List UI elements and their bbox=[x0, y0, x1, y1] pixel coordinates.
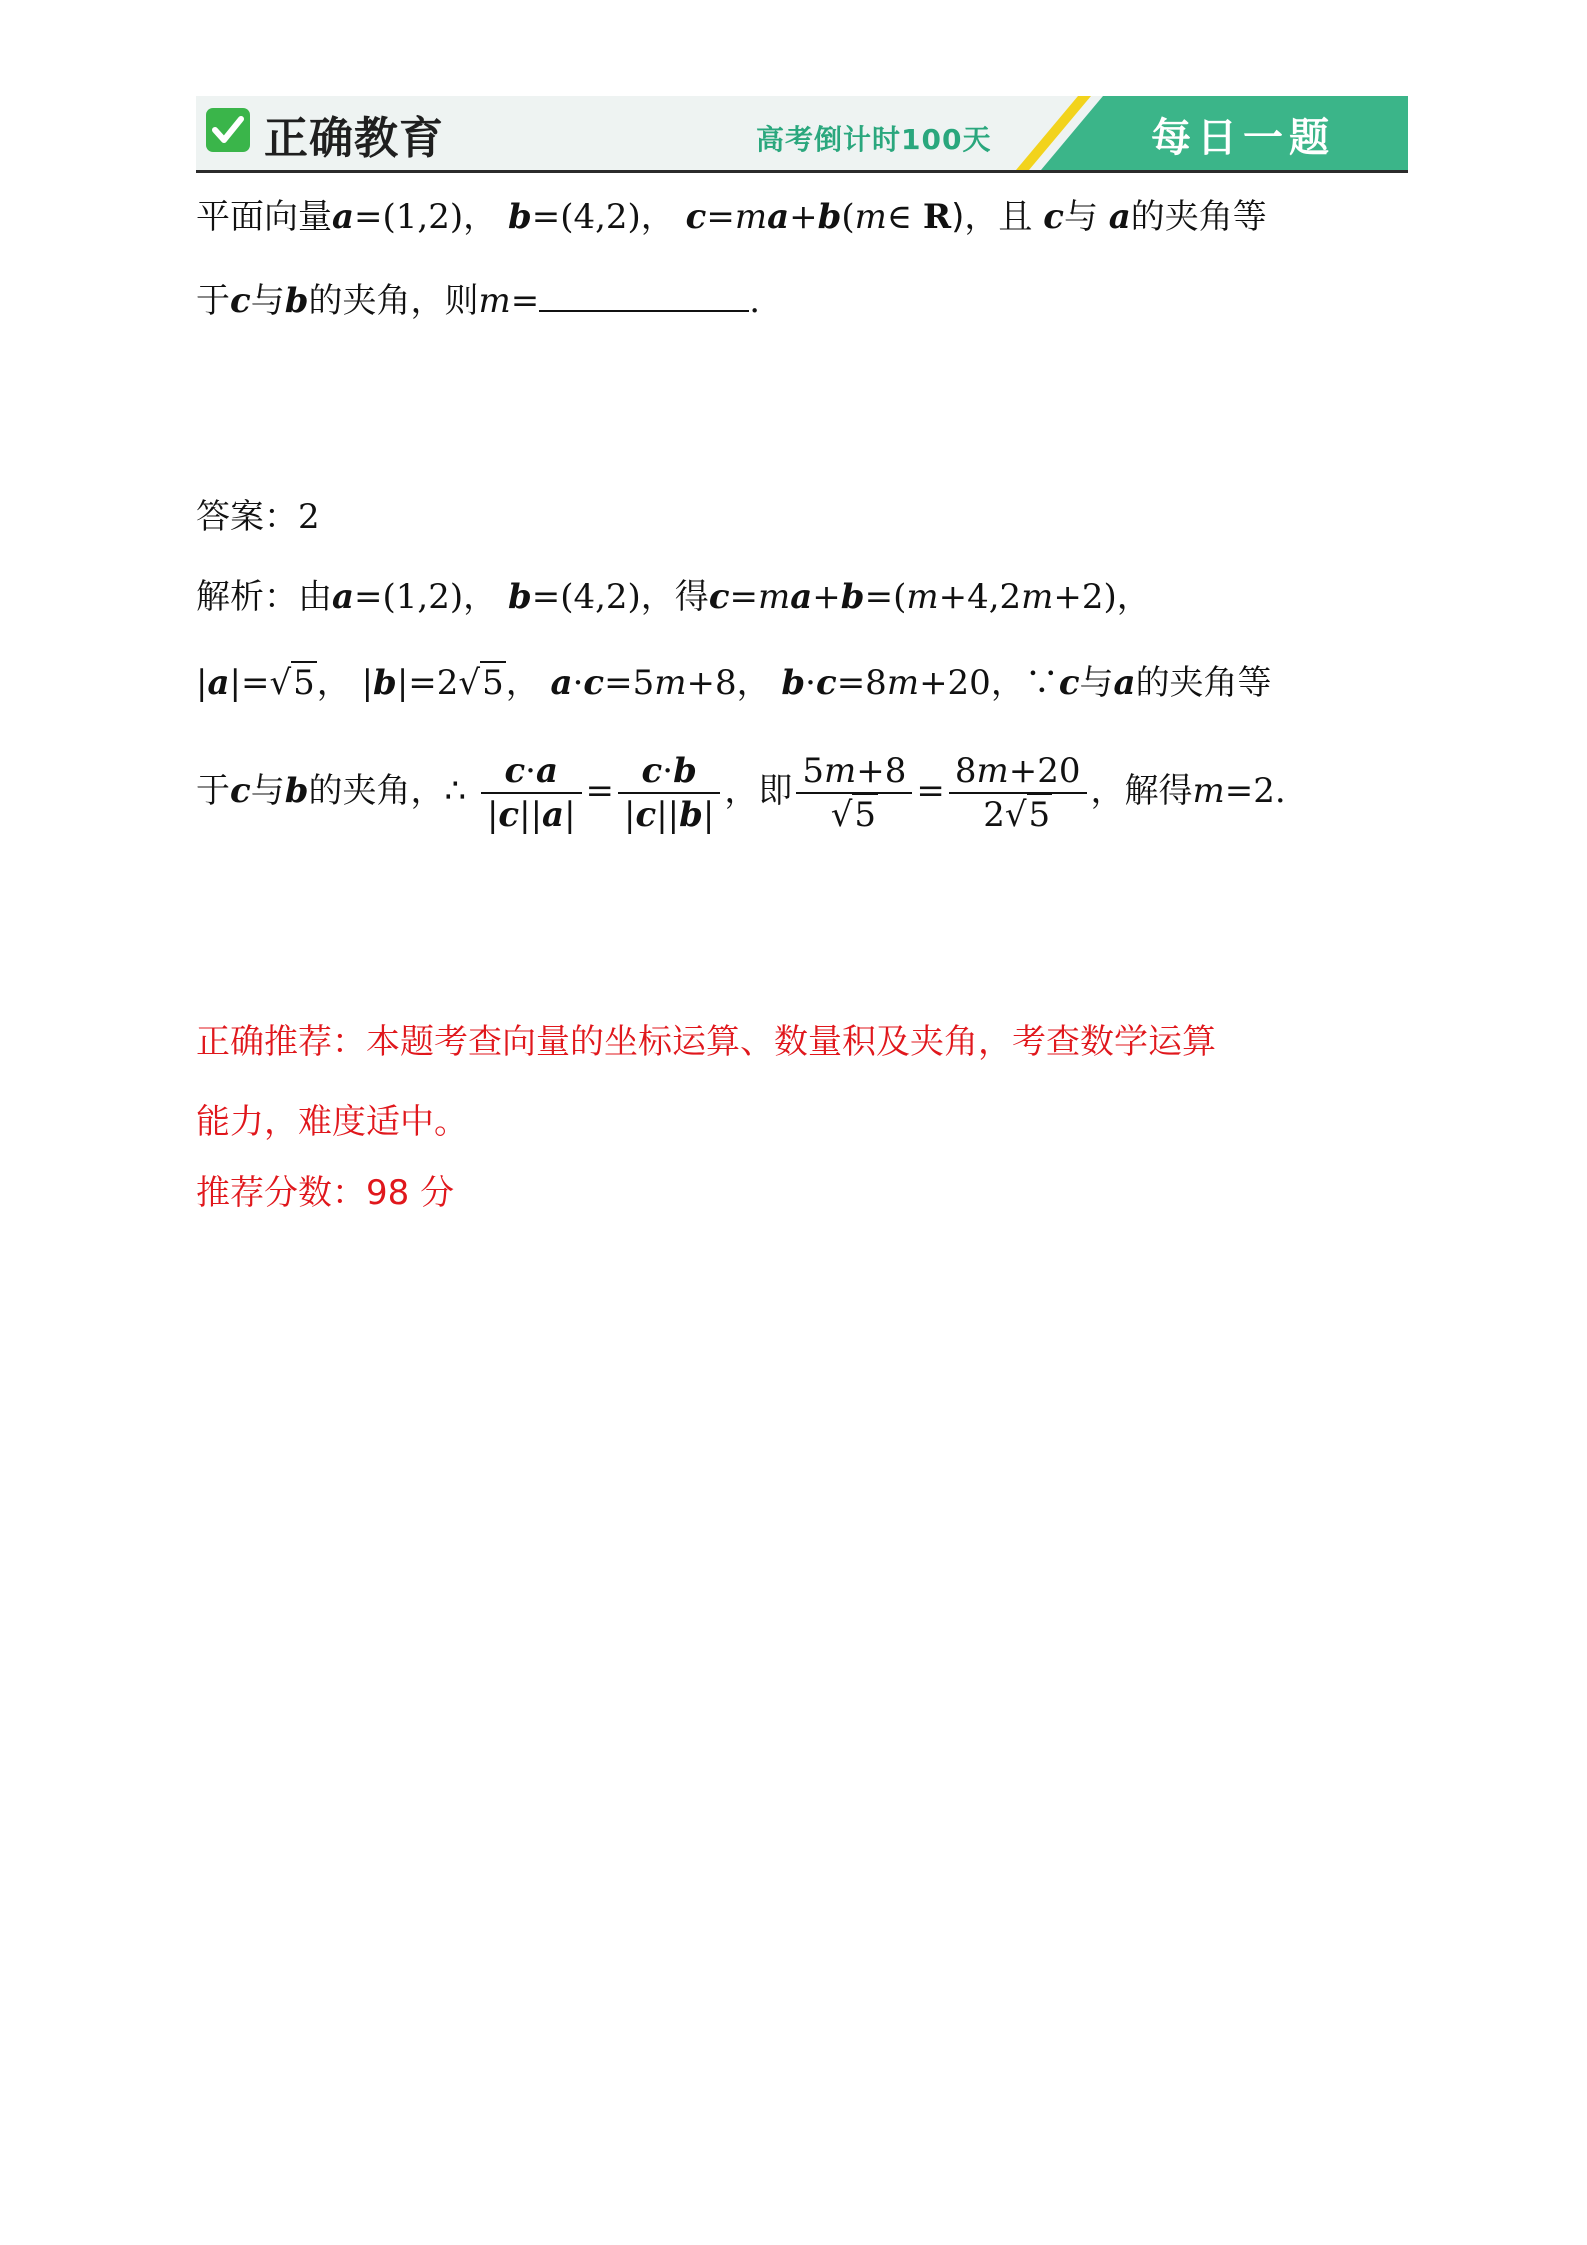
question-line-1: 平面向量a=(1,2)， b=(4,2)， c=ma+b(m∈ R)，且 c与 a的夹角等 bbox=[196, 197, 1267, 237]
answer-value: 2 bbox=[298, 497, 320, 537]
fraction-c-dot-b: $\frac{c\cdot b}{|c||b|}$ bbox=[618, 754, 720, 832]
analysis-line-3: 于c与b的夹角，∴ $\frac{c\cdot a}{|c||a|}$ = $\frac{c\cdot b}{|c||b|}$ ，即 $\frac{5m+8}{√5}$ = $\frac{8m+20}{2√5}$ ，解得m=2. bbox=[196, 751, 1286, 835]
header-rule bbox=[196, 170, 1408, 173]
analysis-line-2: |a|=√5， |b|=2√5， a·c=5m+8， b·c=8m+20，∵c与a的夹角等 bbox=[196, 663, 1272, 703]
answer-line bbox=[196, 497, 320, 548]
fraction-c-dot-a: $\frac{c\cdot a}{|c||a|}$ bbox=[481, 754, 582, 832]
daily-question-label: 每日一题 bbox=[1151, 115, 1335, 161]
question bbox=[196, 197, 1267, 321]
answer-label: 答案： bbox=[196, 497, 298, 537]
answer bbox=[196, 497, 320, 548]
recommend-line-2: 能力，难度适中。 bbox=[196, 1102, 468, 1142]
fraction-8m-plus-20: $\frac{8m+20}{2√5}$ bbox=[949, 754, 1087, 832]
checkmark-icon bbox=[206, 108, 250, 152]
analysis-line-1: 解析：由a=(1,2)， b=(4,2)，得c=ma+b=(m+4,2m+2)， bbox=[196, 577, 1151, 617]
recommend-score: 推荐分数：98 分 bbox=[196, 1173, 455, 1213]
brand-name: 正确教育 bbox=[264, 113, 444, 164]
recommendation bbox=[196, 1022, 1216, 1213]
analysis bbox=[196, 577, 1286, 835]
countdown-text: 高考倒计时100天 bbox=[756, 123, 992, 156]
recommend-line-1: 正确推荐：本题考查向量的坐标运算、数量积及夹角，考查数学运算 bbox=[196, 1022, 1216, 1062]
fraction-5m-plus-8: $\frac{5m+8}{√5}$ bbox=[796, 754, 912, 832]
answer-blank bbox=[539, 280, 749, 312]
question-line-2: 于c与b的夹角，则m= . bbox=[196, 281, 761, 321]
header-banner bbox=[196, 96, 1408, 174]
